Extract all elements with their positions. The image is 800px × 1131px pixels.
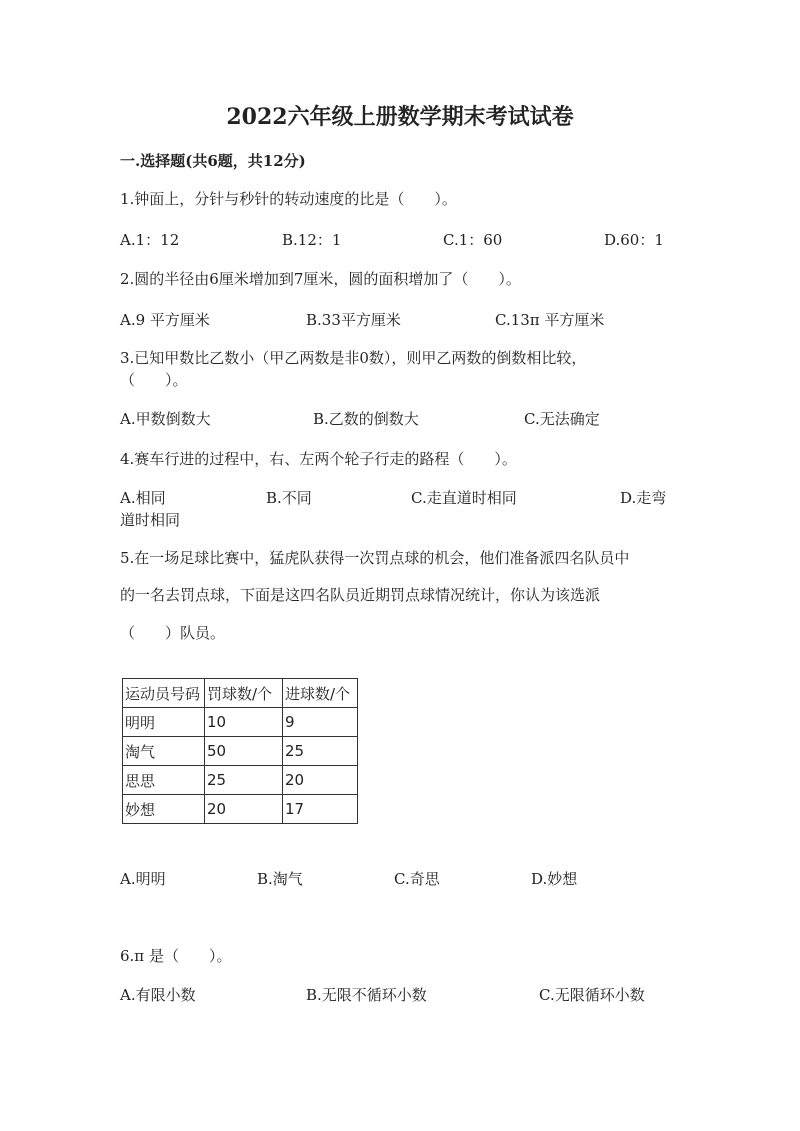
q4-option-c: C.走直道时相同 <box>411 489 517 507</box>
section-heading: 一.选择题(共6题，共12分) <box>120 152 306 170</box>
q1-option-a: A.1：12 <box>120 231 180 249</box>
q5-option-c: C.奇思 <box>394 870 440 888</box>
q4-option-b: B.不同 <box>266 489 312 507</box>
q3-option-b: B.乙数的倒数大 <box>313 410 419 428</box>
table-cell: 25 <box>283 737 358 766</box>
header-cell: 运动员号码 <box>123 679 205 708</box>
question-3-line-2: （ ）。 <box>120 371 188 389</box>
table-cell: 25 <box>205 766 283 795</box>
question-5-line-3: （ ）队员。 <box>120 624 226 642</box>
table-cell: 9 <box>283 708 358 737</box>
question-1: 1.钟面上，分针与秒针的转动速度的比是（ ）。 <box>120 190 457 208</box>
question-5-line-1: 5.在一场足球比赛中，猛虎队获得一次罚点球的机会，他们准备派四名队员中 <box>120 549 630 567</box>
q2-option-c: C.13π 平方厘米 <box>495 311 605 329</box>
table-row <box>123 737 358 766</box>
header-cell: 罚球数/个 <box>205 679 283 708</box>
table-cell: 思思 <box>123 766 205 795</box>
table-cell: 20 <box>205 795 283 824</box>
table-cell: 17 <box>283 795 358 824</box>
q3-option-a: A.甲数倒数大 <box>120 410 211 428</box>
q4-option-d-continued: 道时相同 <box>120 511 181 529</box>
table-row <box>123 795 358 824</box>
q3-option-c: C.无法确定 <box>524 410 600 428</box>
table-cell: 明明 <box>123 708 205 737</box>
table-row <box>123 766 358 795</box>
header-cell: 进球数/个 <box>283 679 358 708</box>
q6-option-b: B.无限不循环小数 <box>306 986 427 1004</box>
page-title: 2022六年级上册数学期末考试试卷 <box>226 104 574 130</box>
table-cell: 20 <box>283 766 358 795</box>
table-cell: 妙想 <box>123 795 205 824</box>
q4-option-a: A.相同 <box>120 489 166 507</box>
q1-option-b: B.12：1 <box>282 231 342 249</box>
q2-option-a: A.9 平方厘米 <box>120 311 210 329</box>
q5-option-d: D.妙想 <box>531 870 578 888</box>
q2-option-b: B.33平方厘米 <box>306 311 401 329</box>
q5-option-a: A.明明 <box>120 870 166 888</box>
table-row <box>123 708 358 737</box>
table-header-row <box>123 679 358 708</box>
q5-option-b: B.淘气 <box>257 870 303 888</box>
question-6: 6.π 是（ ）。 <box>120 947 232 965</box>
penalty-stats-table <box>122 678 358 824</box>
table-cell: 淘气 <box>123 737 205 766</box>
table-cell: 10 <box>205 708 283 737</box>
q1-option-c: C.1：60 <box>443 231 503 249</box>
question-3-line-1: 3.已知甲数比乙数小（甲乙两数是非0数），则甲乙两数的倒数相比较， <box>120 349 587 367</box>
question-4: 4.赛车行进的过程中，右、左两个轮子行走的路程（ ）。 <box>120 450 517 468</box>
q4-option-d: D.走弯 <box>620 489 667 507</box>
q6-option-a: A.有限小数 <box>120 986 196 1004</box>
question-5-line-2: 的一名去罚点球，下面是这四名队员近期罚点球情况统计，你认为该选派 <box>120 586 601 604</box>
q6-option-c: C.无限循环小数 <box>539 986 645 1004</box>
question-2: 2.圆的半径由6厘米增加到7厘米，圆的面积增加了（ ）。 <box>120 270 521 288</box>
q1-option-d: D.60：1 <box>604 231 664 249</box>
table-cell: 50 <box>205 737 283 766</box>
